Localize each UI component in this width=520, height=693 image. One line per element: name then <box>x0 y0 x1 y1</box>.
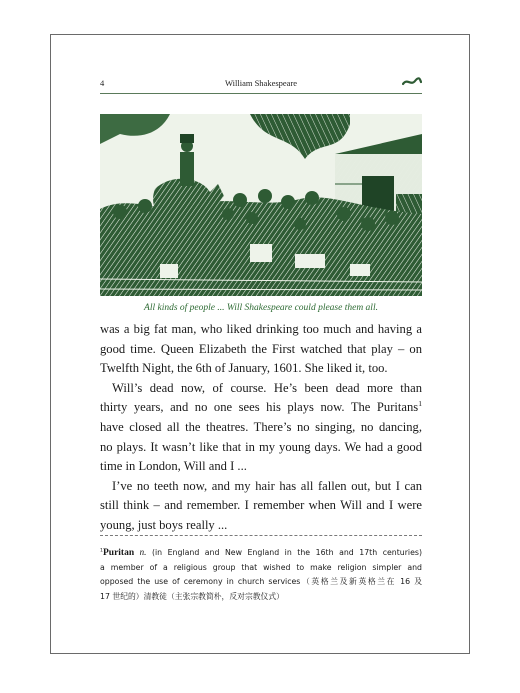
text-line: no plays. It wasn’t like that in my young days. We had a good <box>100 439 422 454</box>
body-text <box>100 320 422 536</box>
footnote-divider <box>100 535 422 536</box>
text-line: have closed all the theatres. There’s no singing, no dancing, <box>100 419 422 434</box>
footnote-line <box>100 545 422 561</box>
footnote-line: a member of a religious group that wished to make religion simpler and <box>100 562 422 572</box>
text-line-with-footnote <box>100 398 422 418</box>
text-line: time in London, Will and I ... <box>100 459 247 474</box>
footnote <box>100 545 422 604</box>
woodcut-illustration <box>100 114 422 296</box>
text-line: Will’s dead now, of course. He’s been dead more than <box>112 380 422 395</box>
text-line: Twelfth Night, the 6th of January, 1601. She liked it, too. <box>100 361 388 376</box>
text-line: young, just boys really ... <box>100 517 228 532</box>
running-title: William Shakespeare <box>224 78 298 88</box>
figure-caption: All kinds of people ... Will Shakespeare could please them all. <box>144 303 378 313</box>
footnote-text: (in England and New England in the 16th and 17th centuries) <box>151 548 423 557</box>
text-line: good time. Queen Elizabeth the First watched that play – on <box>100 341 422 356</box>
text-line: was a big fat man, who liked drinking too much and having a <box>100 322 422 336</box>
footnote-line: 17 世纪的）清教徒（主张宗教简朴，反对宗教仪式） <box>100 591 284 601</box>
header-rule <box>100 93 422 94</box>
swash-ornament-icon <box>402 76 422 88</box>
text-line: thirty years, and no one sees his plays now. The Puritans <box>100 400 419 415</box>
footnote-marker: 1 <box>100 548 103 554</box>
text-line: I’ve no teeth now, and my hair has all fallen out, but I can <box>112 478 422 493</box>
crowd-scene-image <box>100 114 422 296</box>
footnote-term: Puritan <box>102 548 135 558</box>
footnote-line: opposed the use of ceremony in church services（英格兰及新英格兰在 16 及 <box>100 577 422 586</box>
footnote-ref[interactable]: 1 <box>418 399 422 409</box>
page-number: 4 <box>100 78 105 88</box>
text-line: still think – and remember. I remember when Will and I were <box>100 498 422 513</box>
running-head <box>100 78 422 92</box>
footnote-pos: n. <box>139 547 147 557</box>
